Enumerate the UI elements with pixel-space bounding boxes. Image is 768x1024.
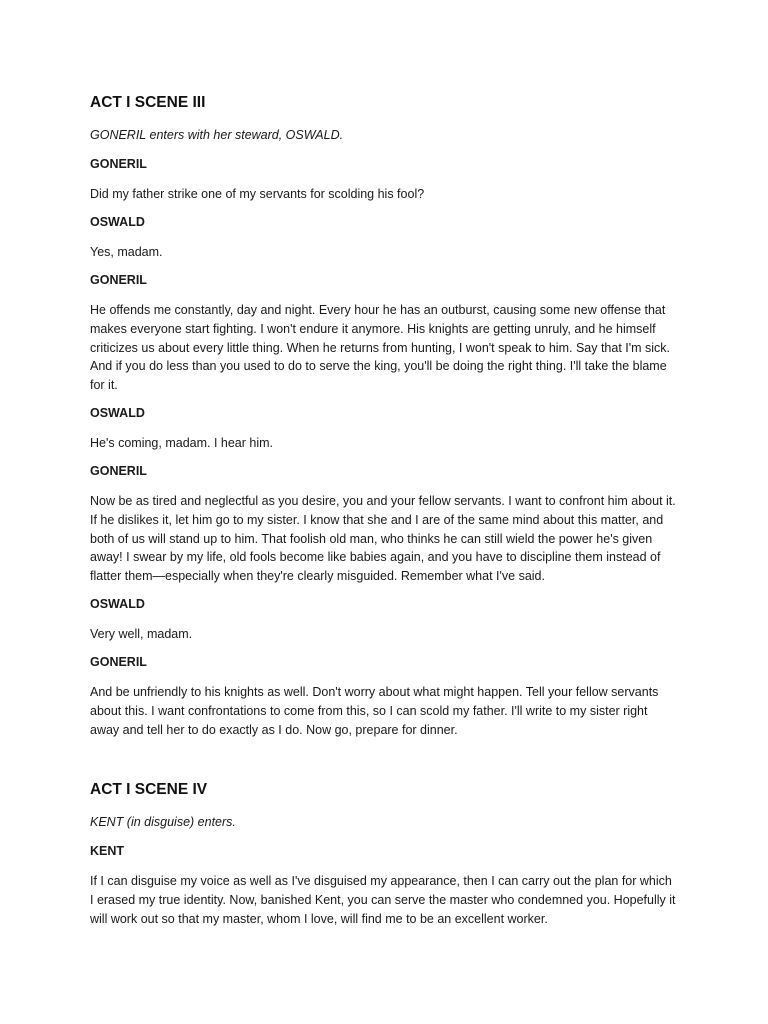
speaker-name: GONERIL — [90, 464, 147, 478]
dialogue-line: He's coming, madam. I hear him. — [90, 436, 274, 450]
speaker-name: OSWALD — [90, 597, 145, 611]
dialogue-line: And be unfriendly to his knights as well. Don't worry about what might happen. Tell your fellow servants about this. I want confrontations to come from this, so I can scold my father. I'll write to my sister right away and tell her to do exactly as I do. Now go, prepare for dinner. — [90, 685, 659, 737]
scene-heading: ACT I SCENE III — [90, 94, 206, 111]
speaker-name: GONERIL — [90, 655, 147, 669]
speaker-name: KENT — [90, 844, 125, 858]
stage-direction: KENT (in disguise) enters. — [90, 815, 236, 829]
speaker-name: OSWALD — [90, 215, 145, 229]
dialogue-line: If I can disguise my voice as well as I've disguised my appearance, then I can carry out the plan for which I erased my true identity. Now, banished Kent, you can serve the master who condemned you. Hopefully it will work out so that my master, whom I love, will find me to be an excellent worker. — [90, 874, 676, 926]
speaker-name: GONERIL — [90, 273, 147, 287]
stage-direction: GONERIL enters with her steward, OSWALD. — [90, 128, 344, 142]
dialogue-line: Very well, madam. — [90, 627, 193, 641]
dialogue-line: Did my father strike one of my servants for scolding his fool? — [90, 187, 425, 201]
speaker-name: GONERIL — [90, 157, 147, 171]
dialogue-line: He offends me constantly, day and night. Every hour he has an outburst, causing some new offense that makes everyone start fighting. I won't endure it anymore. His knights are getting unruly, and he himself criticizes us about every little thing. When he returns from hunting, I won't speak to him. Say that I'm sick. And if you do less than you used to do to serve the king, you'll be doing the right thing. I'll take the blame for it. — [90, 303, 671, 393]
dialogue-line: Now be as tired and neglectful as you desire, you and your fellow servants. I want to confront him about it. If he dislikes it, let him go to my sister. I know that she and I are of the same mind about this matter, and both of us will stand up to him. That foolish old man, who thinks he can still wield the power he's given away! I swear by my life, old fools become like babies again, and you have to discipline them instead of flatter them—especially when they're clearly misguided. Remember what I've said. — [90, 494, 676, 584]
speaker-name: OSWALD — [90, 406, 145, 420]
dialogue-line: Yes, madam. — [90, 245, 163, 259]
scene-heading: ACT I SCENE IV — [90, 781, 208, 798]
